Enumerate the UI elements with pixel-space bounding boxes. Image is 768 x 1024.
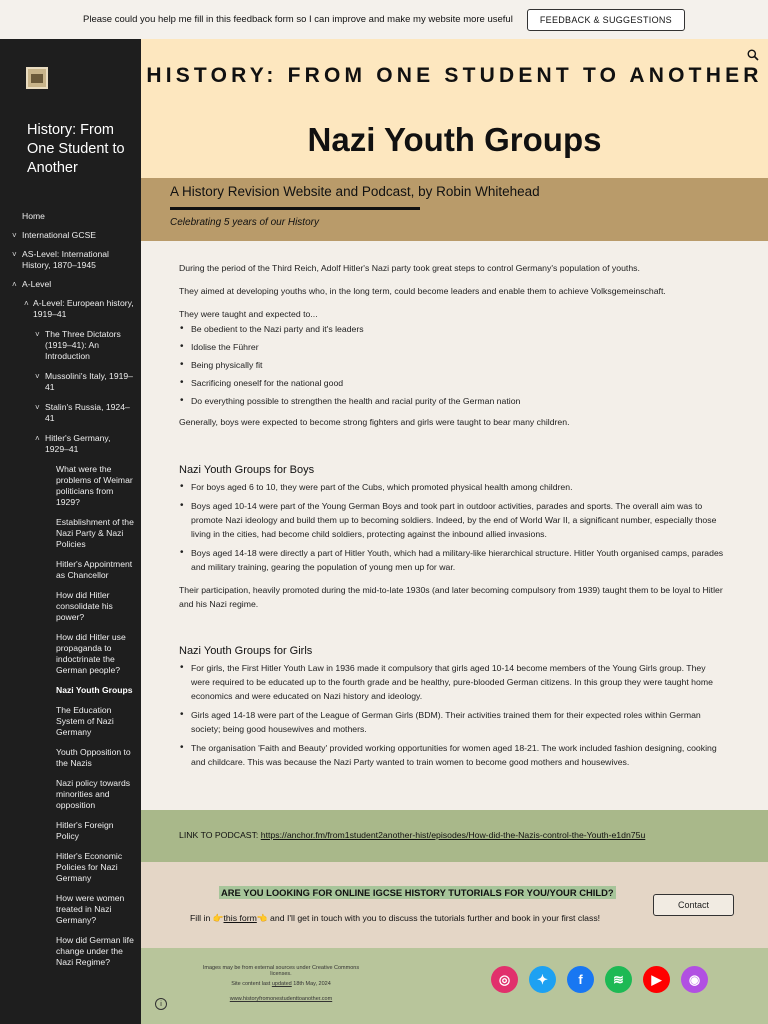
sidebar-item[interactable] — [0, 433, 141, 455]
sidebar-item-label: Nazi policy towards minorities and opposition — [56, 778, 131, 810]
youtube-icon[interactable]: ▶ — [643, 966, 670, 993]
contact-button[interactable]: Contact — [653, 894, 734, 916]
sidebar-item-label: How did Hitler use propaganda to indoctrinate the German people? — [56, 632, 126, 675]
list-item: • Idolise the Führer — [179, 340, 724, 354]
sidebar-item-label: AS-Level: International History, 1870–1945 — [22, 249, 109, 270]
chevron-down-icon[interactable]: ˅ — [35, 372, 40, 381]
sidebar-item-label: How were women treated in Nazi Germany? — [56, 893, 125, 925]
chevron-up-icon[interactable]: ˄ — [12, 280, 17, 289]
podcast-link[interactable]: https://anchor.fm/from1student2another-hist/episodes/How-did-the-Nazis-control-the-Youth-e1dn75u — [260, 830, 646, 840]
intro-paragraph: During the period of the Third Reich, Adolf Hitler's Nazi party took great steps to control Germany's population of youths. — [179, 263, 640, 273]
spotify-icon[interactable]: ≋ — [605, 966, 632, 993]
main-content — [179, 261, 724, 769]
sidebar-nav — [0, 211, 141, 977]
chevron-down-icon[interactable]: ˅ — [12, 250, 17, 259]
podcast-band — [141, 810, 768, 862]
sidebar-item-label: Home — [22, 211, 45, 221]
tutorials-text — [190, 913, 600, 924]
sidebar-item[interactable] — [0, 371, 141, 393]
list-item: • Be obedient to the Nazi party and it's leaders — [179, 322, 724, 336]
sidebar-item[interactable] — [0, 402, 141, 424]
site-heading: HISTORY: FROM ONE STUDENT TO ANOTHER — [146, 64, 763, 87]
facebook-icon[interactable]: f — [567, 966, 594, 993]
boys-list — [179, 480, 724, 574]
list-item: • Sacrificing oneself for the national good — [179, 376, 724, 390]
chevron-down-icon[interactable]: ˅ — [35, 330, 40, 339]
tutorials-text-post: 👈 and I'll get in touch with you to discuss the tutorials further and book in your first class! — [256, 913, 601, 923]
feedback-button[interactable]: FEEDBACK & SUGGESTIONS — [527, 9, 685, 31]
sidebar-item[interactable] — [0, 590, 141, 623]
intro-paragraph: They were taught and expected to... — [179, 309, 318, 319]
sidebar-item[interactable] — [0, 559, 141, 581]
chevron-up-icon[interactable]: ˄ — [24, 299, 29, 308]
sidebar-item-label: The Education System of Nazi Germany — [56, 705, 114, 737]
social-links — [491, 966, 708, 993]
footer-updated-pre: Site content last — [231, 981, 272, 987]
tutorials-text-pre: Fill in 👉 — [190, 913, 224, 923]
sidebar-item[interactable] — [0, 298, 141, 320]
sidebar-item[interactable] — [0, 935, 141, 968]
chevron-up-icon[interactable]: ˄ — [35, 434, 40, 443]
expected-list — [179, 322, 724, 408]
sidebar-item[interactable] — [0, 893, 141, 926]
instagram-icon[interactable]: ◎ — [491, 966, 518, 993]
intro-paragraph: They aimed at developing youths who, in the long term, could become leaders and enable them to achieve Volksgemeinschaft. — [179, 286, 666, 296]
sidebar-item-label: Nazi Youth Groups — [56, 685, 133, 695]
podcast-label: LINK TO PODCAST: — [179, 830, 261, 840]
list-item: • The organisation 'Faith and Beauty' provided working opportunities for women aged 18-21. The work included fashion designing, cooking and childcare. This was because the Nazi Party wanted to train women to become good mothers and housewives. — [179, 741, 724, 769]
sidebar-item[interactable] — [0, 685, 141, 696]
divider — [170, 207, 420, 210]
sidebar-item[interactable] — [0, 230, 141, 241]
site-logo[interactable] — [26, 67, 48, 89]
girls-list — [179, 661, 724, 769]
banner-text: Please could you help me fill in this feedback form so I can improve and make my website more useful — [83, 14, 513, 25]
section-heading-girls: Nazi Youth Groups for Girls — [179, 645, 313, 657]
sidebar-item[interactable] — [0, 851, 141, 884]
sidebar — [0, 39, 141, 1024]
footer — [141, 948, 768, 1024]
twitter-icon[interactable]: ✦ — [529, 966, 556, 993]
sidebar-item[interactable] — [0, 211, 141, 222]
tagline: Celebrating 5 years of our History — [170, 217, 319, 228]
site-subtitle: A History Revision Website and Podcast, by Robin Whitehead — [170, 184, 540, 199]
footer-url[interactable]: www.historyfromonestudenttoanother.com — [229, 996, 333, 1002]
sidebar-item[interactable] — [0, 279, 141, 290]
site-title[interactable]: History: From One Student to Another — [27, 122, 125, 176]
chevron-down-icon[interactable]: ˅ — [12, 231, 17, 240]
podcast-line — [179, 830, 645, 840]
search-icon[interactable] — [747, 49, 759, 61]
sidebar-item[interactable] — [0, 820, 141, 842]
list-item: • For girls, the First Hitler Youth Law in 1936 made it compulsory that girls aged 10-14 become members of the Young Girls group. They were required to be educated up to the fourth grade and be healthy, pure-blooded German citizens. In this group they were taught home economics and were educated on Nazi history and ideology. — [179, 661, 724, 703]
sidebar-item[interactable] — [0, 329, 141, 362]
list-item: • Boys aged 14-18 were directly a part of Hitler Youth, which had a military-like hierarchical structure. Hitler Youth organised camps, parades and military training, gearing the population of young men up for war. — [179, 546, 724, 574]
footer-license: Images may be from external sources under Creative Commons licenses. — [202, 965, 360, 977]
list-item: • For boys aged 6 to 10, they were part of the Cubs, which promoted physical health among children. — [179, 480, 724, 494]
footer-updated-post: 18th May, 2024 — [291, 981, 331, 987]
subtitle-band — [141, 178, 768, 241]
sidebar-item[interactable] — [0, 464, 141, 508]
sidebar-item-label: How did German life change under the Nazi Regime? — [56, 935, 134, 967]
podcasts-icon[interactable]: ◉ — [681, 966, 708, 993]
sidebar-item-label: Hitler's Germany, 1929–41 — [45, 433, 111, 454]
sidebar-item-label: Stalin's Russia, 1924–41 — [45, 402, 130, 423]
sidebar-item-label: What were the problems of Weimar politicians from 1929? — [56, 464, 133, 507]
sidebar-item[interactable] — [0, 632, 141, 676]
sidebar-item[interactable] — [0, 705, 141, 738]
chevron-down-icon[interactable]: ˅ — [35, 403, 40, 412]
sidebar-item-label: International GCSE — [22, 230, 97, 240]
info-icon[interactable]: i — [155, 998, 167, 1010]
page-header — [141, 39, 768, 178]
sidebar-item[interactable] — [0, 778, 141, 811]
sidebar-item-label: A-Level — [22, 279, 52, 289]
paragraph: Generally, boys were expected to become strong fighters and girls were taught to bear many children. — [179, 417, 570, 427]
list-item: • Boys aged 10-14 were part of the Young German Boys and took part in outdoor activities, parades and sports. The overall aim was to promote Nazi ideology and build them up to becoming soldiers. Indeed, by the end of World War II, a significant number, especially those living in the cities, had become child soldiers, protecting against the inbound allied invasions. — [179, 499, 724, 541]
paragraph: Their participation, heavily promoted during the mid-to-late 1930s (and later becoming compulsory from 1939) taught them to be loyal to Hitler and his Nazi regime. — [179, 585, 723, 609]
sidebar-item[interactable] — [0, 517, 141, 550]
sidebar-item-label: Hitler's Economic Policies for Nazi Germany — [56, 851, 123, 883]
sidebar-item[interactable] — [0, 249, 141, 271]
sidebar-item-label: How did Hitler consolidate his power? — [56, 590, 113, 622]
list-item: • Being physically fit — [179, 358, 724, 372]
sidebar-item-label: Establishment of the Nazi Party & Nazi Policies — [56, 517, 134, 549]
feedback-banner — [0, 0, 768, 39]
sidebar-item-label: Hitler's Appointment as Chancellor — [56, 559, 133, 580]
list-item: • Girls aged 14-18 were part of the League of German Girls (BDM). Their activities trained them for their expected roles within German society; being good housewives and mothers. — [179, 708, 724, 736]
tutorials-band — [141, 862, 768, 948]
updated-link[interactable]: updated — [271, 981, 292, 987]
footer-updated — [201, 981, 361, 987]
sidebar-item-label: Hitler's Foreign Policy — [56, 820, 114, 841]
sidebar-item[interactable] — [0, 747, 141, 769]
list-item: • Do everything possible to strengthen the health and racial purity of the German nation — [179, 394, 724, 408]
page-title: Nazi Youth Groups — [307, 121, 602, 158]
sidebar-item-label: Mussolini's Italy, 1919–41 — [45, 371, 133, 392]
form-link[interactable]: this form — [223, 913, 257, 923]
section-heading-boys: Nazi Youth Groups for Boys — [179, 464, 315, 476]
sidebar-item-label: A-Level: European history, 1919–41 — [33, 298, 134, 319]
tutorials-heading: ARE YOU LOOKING FOR ONLINE IGCSE HISTORY TUTORIALS FOR YOU/YOUR CHILD? — [221, 887, 614, 898]
sidebar-item-label: The Three Dictators (1919–41): An Introduction — [45, 329, 121, 361]
sidebar-item-label: Youth Opposition to the Nazis — [56, 747, 131, 768]
